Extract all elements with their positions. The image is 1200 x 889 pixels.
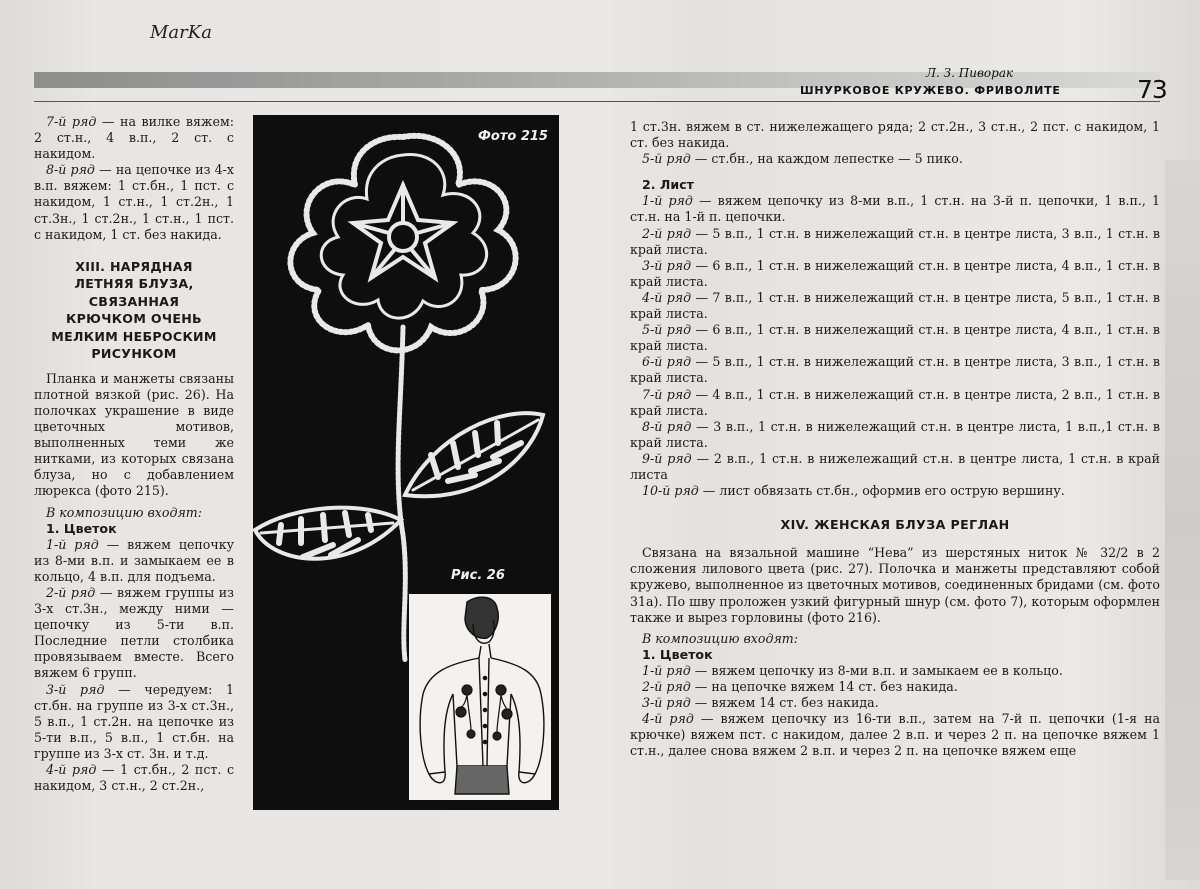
row-text: — 7 в.п., 1 ст.н. в нижележащий ст.н. в центре листа, 5 в.п., 1 ст.н. в край листа. [630, 289, 1161, 322]
watermark: MarKa [150, 22, 212, 43]
row-text: — 5 в.п., 1 ст.н. в нижележащий ст.н. в центре листа, 3 в.п., 1 ст.н. в край листа. [630, 225, 1161, 257]
row-text: — вяжем цепочку из 16-ти в.п., затем на 7-й п. цепочки (1-я на крючке) вяжем пст. с накидом, далее 2 в.п. и через 2 п. на цепочке вяжем 1 ст.н., далее снова вяжем 2 в.п. и через 2 п. на цепочке вяжем еще [630, 711, 1160, 759]
heading-line: XIII. НАРЯДНАЯ [75, 258, 193, 274]
row-label: 3-й ряд [46, 681, 105, 697]
paragraph [630, 193, 1160, 225]
row-label: 8-й ряд [642, 418, 692, 434]
row-label: 8-й ряд [46, 162, 95, 178]
row-text: — на вилке вяжем: 2 ст.н., 4 в.п., 2 ст. с накидом. [34, 114, 234, 162]
row-text: — 1 ст.бн., 2 пст. с накидом, 3 ст.н., 2 ст.2н., [34, 762, 234, 794]
paragraph [630, 290, 1160, 322]
heading-line: КРЮЧКОМ ОЧЕНЬ [66, 311, 202, 327]
running-head: ШНУРКОВОЕ КРУЖЕВО. ФРИВОЛИТЕ [800, 84, 1061, 97]
row-label: 3-й ряд [642, 695, 691, 711]
continuation-text: 1 ст.3н. вяжем в ст. нижележащего ряда; 2 ст.2н., 3 ст.н., 2 пст. с накидом, 1 ст. без накида. [630, 119, 1160, 151]
row-label: 10-й ряд [642, 483, 699, 499]
row-label: 1-й ряд [642, 193, 693, 209]
row-text: — 6 в.п., 1 ст.н. в нижележащий ст.н. в центре листа, 4 в.п., 1 ст.н. в край листа. [630, 257, 1161, 289]
row-label: 2-й ряд [46, 584, 96, 600]
photo-label: Фото 215 [478, 129, 548, 144]
figure-label: Рис. 26 [451, 568, 505, 583]
paragraph [630, 151, 1160, 167]
row-label: 4-й ряд [46, 762, 97, 777]
row-text: — вяжем цепочку из 8-ми в.п., 1 ст.н. на 3-й п. цепочки, 1 в.п., 1 ст.н. на 1-й п. цепочки. [630, 193, 1160, 225]
heading-line: ЛЕТНЯЯ БЛУЗА, [74, 276, 194, 292]
subheading-flower: 1. Цветок [46, 520, 117, 536]
row-text: — ст.бн., на каждом лепестке — 5 пико. [690, 151, 963, 167]
blouse-illustration [409, 594, 551, 800]
row-text: — чередуем: 1 ст.бн. на группе из 3-х ст.3н., 5 в.п., 1 ст.2н. на цепочке из 5-ти в.п., 5 в.п., 1 ст.бн. на группе из 3-х ст. 3н. и т.д. [34, 681, 234, 761]
row-label: 5-й ряд [642, 151, 691, 167]
facing-page-edge [1165, 160, 1200, 880]
row-label: 3-й ряд [642, 257, 692, 273]
row-text: — 6 в.п., 1 ст.н. в нижележащий ст.н. в центре листа, 4 в.п., 1 ст.н. в край листа. [630, 322, 1161, 354]
paragraph [630, 258, 1160, 290]
section-heading-14: XIV. ЖЕНСКАЯ БЛУЗА РЕГЛАН [780, 517, 1010, 533]
paragraph [630, 695, 1160, 711]
paragraph [34, 162, 234, 242]
row-text: — вяжем цепочку из 8-ми в.п. и замыкаем ее в кольцо, 4 в.п. для подъема. [34, 536, 234, 584]
row-text: — 5 в.п., 1 ст.н. в нижележащий ст.н. в центре листа, 3 в.п., 1 ст.н. в край листа. [630, 354, 1161, 386]
row-text: — лист обвязать ст.бн., оформив его острую вершину. [698, 483, 1065, 499]
row-text: — 2 в.п., 1 ст.н. в нижележащий ст.н. в центре листа, 1 ст.н. в край листа [630, 450, 1160, 482]
row-label: 2-й ряд [642, 679, 691, 694]
intro-paragraph: Планка и манжеты связаны плотной вязкой (рис. 26). На полочках украшение в виде цветочных мотивов, выполненных теми же нитками, из которых связана блуза, но с добавлением люрекса (фото 215). [34, 370, 234, 499]
paragraph [630, 711, 1160, 759]
row-label: 2-й ряд [642, 225, 692, 241]
paragraph [630, 322, 1160, 354]
row-text: — на цепочке вяжем 14 ст. без накида. [690, 679, 958, 694]
right-column [630, 119, 1160, 759]
author-signature: Л. З. Пиворак [926, 66, 1014, 80]
paragraph [34, 762, 234, 794]
row-label: 5-й ряд [642, 322, 692, 338]
row-label: 1-й ряд [642, 662, 691, 678]
row-text: — вяжем цепочку из 8-ми в.п. и замыкаем ее в кольцо. [690, 662, 1063, 678]
row-label: 4-й ряд [642, 289, 692, 305]
page-number: 73 [1137, 75, 1167, 104]
intro-paragraph: Связана на вязальной машине “Нева” из шерстяных ниток № 32/2 в 2 сложения лилового цвета (рис. 27). Полочка и манжеты представляют собой кружево, выполненное из цветочных мотивов, соединенных бридами (см. фото 31а). По шву проложен узкий фигурный шнур (см. фото 7), которым оформлен также и вырез горловины (фото 216). [630, 545, 1160, 625]
composition-label: В композицию входят: [46, 504, 202, 520]
paragraph [630, 226, 1160, 258]
paragraph [34, 537, 234, 585]
row-label: 4-й ряд [642, 711, 694, 727]
paragraph [630, 679, 1160, 695]
row-label: 9-й ряд [642, 450, 692, 466]
row-text: — вяжем 14 ст. без накида. [690, 695, 879, 711]
composition-label: В композицию входят: [642, 630, 798, 646]
paragraph [630, 483, 1160, 499]
paragraph [630, 354, 1160, 386]
paragraph [630, 451, 1160, 483]
paragraph [630, 387, 1160, 419]
row-text: — 3 в.п., 1 ст.н. в нижележащий ст.н. в центре листа, 1 в.п.,1 ст.н. в край листа. [630, 418, 1161, 450]
paragraph [630, 419, 1160, 451]
row-label: 6-й ряд [642, 354, 692, 370]
heading-line: МЕЛКИМ НЕБРОСКИМ [51, 328, 217, 344]
paragraph [34, 114, 234, 162]
row-label: 7-й ряд [46, 114, 97, 129]
left-column [34, 114, 234, 794]
row-label: 7-й ряд [642, 386, 692, 402]
paragraph [34, 682, 234, 762]
paragraph [34, 585, 234, 682]
paragraph [630, 663, 1160, 679]
subheading-leaf: 2. Лист [642, 177, 694, 193]
blouse-figure [409, 594, 551, 800]
section-heading-13 [34, 258, 234, 363]
subheading-flower: 1. Цветок [642, 646, 713, 662]
row-text: — 4 в.п., 1 ст.н. в нижележащий ст.н. в центре листа, 2 в.п., 1 ст.н. в край листа. [630, 386, 1161, 418]
row-text: — на цепочке из 4-х в.п. вяжем: 1 ст.бн., 1 пст. с накидом, 1 ст.н., 1 ст.2н., 1 ст.3н., 1 ст.2н., 1 ст.н., 1 пст. с накидом, 1 ст. без накида. [34, 162, 234, 242]
heading-line: РИСУНКОМ [91, 346, 177, 362]
row-label: 1-й ряд [46, 536, 99, 552]
header-rule [34, 101, 1160, 102]
row-text: — вяжем группы из 3-х ст.3н., между ними — цепочку из 5-ти в.п. Последние петли столбика провязываем вместе. Всего вяжем 6 групп. [34, 584, 235, 681]
heading-line: СВЯЗАННАЯ [88, 293, 180, 309]
